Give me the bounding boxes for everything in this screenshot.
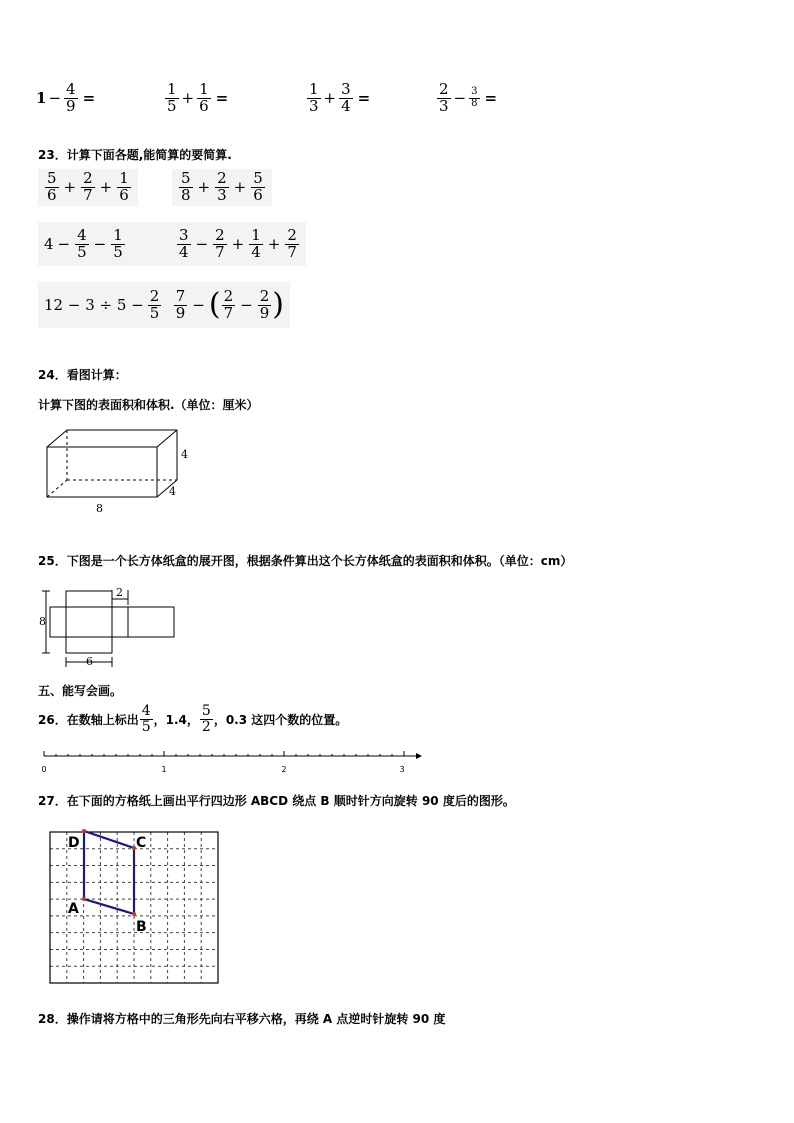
label-b: B [136,919,147,935]
operator: − [192,296,205,314]
equals-sign: = [357,89,371,108]
dim-height: 4 [181,448,188,461]
fraction: $\frac{2}{3}$ [439,80,449,115]
operator: − [240,296,253,314]
fraction: $\frac{2}{3}$ [217,169,227,204]
question-24-subtitle: 计算下图的表面积和体积.（单位：厘米） [38,398,259,412]
tick-label-3: 3 [399,765,405,774]
number-line [36,748,426,778]
question-25-title: 25．下图是一个长方体纸盒的展开图，根据条件算出这个长方体纸盒的表面积和体积。（单位：cm） [38,554,573,568]
operator: + [267,235,281,253]
row1-expr-3 [306,82,374,115]
number-sequence: 12 − 3 ÷ 5 − [44,296,144,314]
fraction: $\frac{1}{6}$ [119,169,129,204]
operator: − [93,235,107,253]
fraction: $\frac{5}{6}$ [47,169,57,204]
operator: + [63,178,77,197]
q26-text: 26．在数轴上标出 [38,712,139,727]
fraction: $\frac{1}{3}$ [309,80,319,115]
number: 4 [44,235,54,253]
fraction: $\frac{4}{5}$ [77,225,87,261]
question-23-title: 23．计算下面各题,能简算的要简算. [38,148,232,162]
section-5-title: 五、能写会画。 [38,684,123,698]
box-net-diagram [36,585,186,670]
fraction: $\frac{4}{9}$ [66,80,76,115]
tick-label-2: 2 [281,765,287,774]
parallelogram-abcd [84,831,134,914]
point-a [82,897,86,901]
dim-bottom: 6 [86,655,93,668]
fraction: $\frac{5}{6}$ [253,169,263,204]
dim-length: 8 [96,502,103,515]
q23-expr-2 [172,169,272,206]
question-28-title: 28．操作请将方格中的三角形先向右平移六格，再绕 A 点逆时针旋转 90 度 [38,1012,446,1026]
q23-expr-3 [38,222,182,266]
point-b [132,912,136,916]
fraction: $\frac{1}{6}$ [199,80,209,115]
dim-top: 2 [116,586,123,599]
fraction: $\frac{7}{9}$ [175,286,186,322]
fraction: $\frac{2}{7}$ [287,225,297,261]
number: 1 [36,89,47,108]
q23-expr-4 [170,222,306,266]
q23-expr-1 [38,169,138,206]
operator: + [323,89,337,108]
fraction: $\frac{3}{8}$ [471,86,478,109]
question-27-title: 27．在下面的方格纸上画出平行四边形 ABCD 绕点 B 顺时针方向旋转 90 度后的图形。 [38,794,515,808]
dim-width: 4 [169,485,176,498]
operator: + [231,235,245,253]
fraction: $\frac{3}{4}$ [341,80,351,115]
equals-sign: = [82,89,96,108]
fraction: $\frac{5}{8}$ [181,169,191,204]
equals-sign: = [484,89,498,108]
label-d: D [68,835,80,851]
fraction: $\frac{5}{2}$ [201,703,211,735]
operator: − [453,89,467,108]
fraction: $\frac{2}{7}$ [215,225,225,261]
fraction: $\frac{3}{4}$ [179,225,189,261]
row1-expr-2 [164,82,232,115]
operator: + [181,89,195,108]
label-a: A [68,901,79,917]
operator: − [48,89,62,108]
equals-sign: = [215,89,229,108]
q26-text: ，1.4， [153,712,199,727]
right-paren: ) [272,287,284,322]
q26-text: ，0.3 这四个数的位置。 [213,712,348,727]
fraction: $\frac{2}{7}$ [223,286,234,322]
operator: − [195,235,209,253]
fraction: $\frac{1}{4}$ [251,225,261,261]
label-c: C [136,835,147,851]
fraction: $\frac{1}{5}$ [167,80,177,115]
operator: + [233,178,247,197]
tick-label-1: 1 [161,765,167,774]
q23-expr-5-6 [38,282,290,328]
question-24-title: 24．看图计算： [38,368,127,382]
question-26-title [38,704,347,734]
operator: + [99,178,113,197]
fraction: $\frac{4}{5}$ [141,703,151,735]
dim-left: 8 [39,615,46,628]
row1-expr-1 [36,82,99,115]
tick-label-0: 0 [41,765,47,774]
operator: − [57,235,71,253]
fraction: $\frac{1}{5}$ [113,225,123,261]
row1-expr-4 [436,82,501,115]
cuboid-diagram [40,425,210,515]
left-paren: ( [208,287,221,322]
fraction: $\frac{2}{5}$ [149,286,160,322]
fraction: $\frac{2}{9}$ [259,286,270,322]
fraction: $\frac{2}{7}$ [83,169,93,204]
grid-paper-diagram [44,826,224,986]
operator: + [197,178,211,197]
point-d [82,829,86,833]
